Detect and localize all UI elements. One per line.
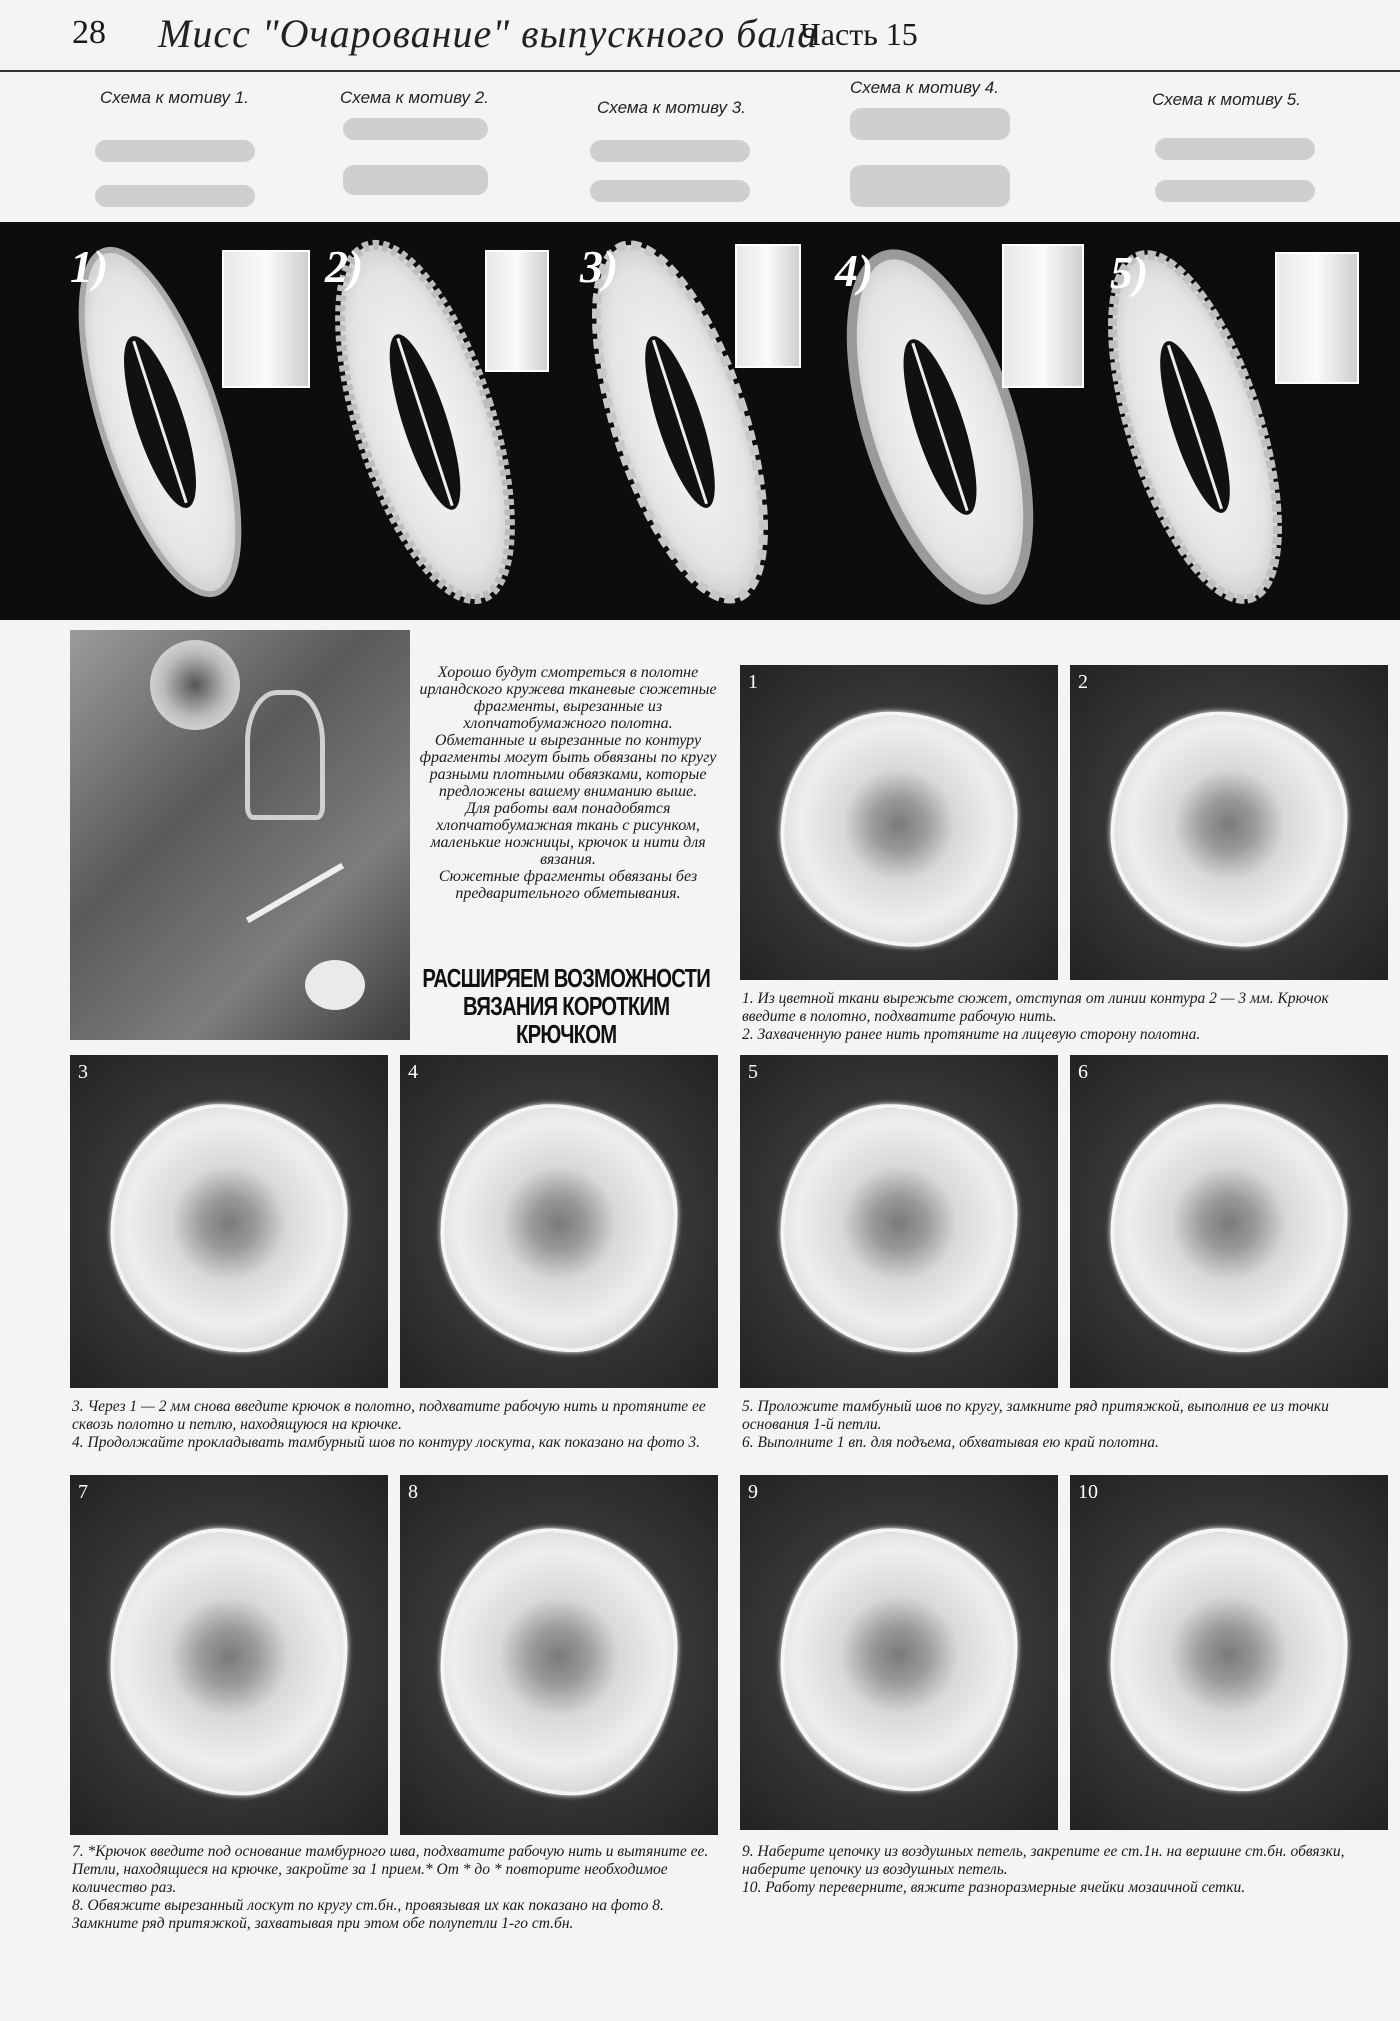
scheme-label-5: Схема к мотиву 5. — [1152, 90, 1301, 109]
motif-number-1: 1) — [70, 241, 109, 292]
part-label: Часть 15 — [800, 16, 918, 52]
flower-fabric-image — [781, 1104, 1018, 1352]
materials-photo — [70, 630, 410, 1040]
scheme-label-2: Схема к мотиву 2. — [340, 88, 489, 107]
flower-fabric-image — [111, 1104, 348, 1352]
flower-fabric-image — [441, 1104, 678, 1352]
page-number: 28 — [72, 14, 106, 51]
caption-steps-3-4 — [72, 1398, 714, 1452]
caption-steps-9-10 — [742, 1843, 1382, 1897]
intro-paragraph-2: Обметанные и вырезанные по контуру фрагменты могут быть обвязаны по кругу разными плотными обвязками, которые предложены вашему вниманию выше. — [419, 732, 717, 800]
scheme-5-row-b — [1155, 180, 1315, 202]
flower-fragment-image — [150, 640, 240, 730]
motif-number-5: 5) — [1110, 247, 1149, 298]
caption-step-7: 7. *Крючок введите под основание тамбурного шва, подхватите рабочую нить и вытяните ее. Петли, находящиеся на крючке, закройте за 1 прием.* От * до * повторите необходимое количество раз. — [72, 1843, 709, 1896]
step-photo-3 — [70, 1055, 388, 1388]
step-badge-3: 3 — [78, 1061, 88, 1083]
step-photo-5 — [740, 1055, 1058, 1388]
flower-fabric-image — [781, 711, 1018, 946]
motif-2-swatch — [485, 250, 549, 372]
step-badge-2: 2 — [1078, 671, 1088, 693]
motif-number-4: 4) — [835, 245, 874, 296]
caption-step-10: 10. Работу переверните, вяжите разноразмерные ячейки мозаичной сетки. — [742, 1879, 1246, 1896]
heading-line-2: ВЯЗАНИЯ КОРОТКИМ КРЮЧКОМ — [462, 991, 670, 1049]
step-badge-1: 1 — [748, 671, 758, 693]
step-photo-8 — [400, 1475, 718, 1835]
flower-fabric-image — [1111, 1104, 1348, 1352]
motif-1-swatch — [222, 250, 310, 388]
motif-4-swatch — [1002, 244, 1084, 388]
step-badge-10: 10 — [1078, 1481, 1098, 1503]
magazine-title: Мисс "Очарование" выпускного бала — [158, 11, 819, 56]
flower-fabric-image — [441, 1529, 678, 1796]
leaf-motifs-graphic — [0, 222, 1400, 620]
step-photo-1 — [740, 665, 1058, 980]
intro-text — [418, 664, 718, 902]
thread-ball-image — [305, 960, 365, 1010]
motifs-band — [0, 222, 1400, 620]
caption-steps-7-8 — [72, 1843, 714, 1933]
step-photo-4 — [400, 1055, 718, 1388]
intro-paragraph-1: Хорошо будут смотреться в полотне ирландского кружева тканевые сюжетные фрагменты, вырезанные из хлопчатобумажного полотна. — [419, 664, 717, 732]
step-photo-9 — [740, 1475, 1058, 1830]
scheme-2-row-a — [343, 118, 488, 140]
caption-step-4: 4. Продолжайте прокладывать тамбурный шов по контуру лоскута, как показано на фото 3. — [72, 1434, 700, 1451]
step-badge-8: 8 — [408, 1481, 418, 1503]
caption-step-3: 3. Через 1 — 2 мм снова введите крючок в полотно, подхватите рабочую нить и протяните ее сквозь полотно и петлю, находящуюся на крючке. — [72, 1398, 706, 1433]
step-photo-10 — [1070, 1475, 1388, 1830]
flower-fabric-image — [1111, 711, 1348, 946]
scheme-4-row-b — [850, 165, 1010, 207]
intro-paragraph-3: Для работы вам понадобятся хлопчатобумажная ткань с рисунком, маленькие ножницы, крючок и нити для вязания. — [430, 800, 706, 868]
scheme-2-row-b — [343, 165, 488, 195]
flower-fabric-image — [781, 1528, 1018, 1792]
scheme-1-row-b — [95, 185, 255, 207]
scheme-4-row-a — [850, 108, 1010, 140]
scheme-3-row-a — [590, 140, 750, 162]
caption-steps-1-2 — [742, 990, 1382, 1044]
motif-3-swatch — [735, 244, 801, 368]
step-badge-7: 7 — [78, 1481, 88, 1503]
caption-step-2: 2. Захваченную ранее нить протяните на лицевую сторону полотна. — [742, 1026, 1201, 1043]
motif-number-2: 2) — [325, 241, 364, 292]
crochet-hook-image — [246, 863, 344, 923]
scheme-3-row-b — [590, 180, 750, 202]
section-heading — [418, 964, 714, 1048]
caption-step-5: 5. Проложите тамбуный шов по кругу, замкните ряд притяжкой, выполнив ее из точки основания 1-й петли. — [742, 1398, 1329, 1433]
flower-fabric-image — [1111, 1528, 1348, 1792]
scheme-label-3: Схема к мотиву 3. — [597, 98, 746, 117]
caption-step-1: 1. Из цветной ткани вырежьте сюжет, отступая от линии контура 2 — 3 мм. Крючок введите в полотно, подхватите рабочую нить. — [742, 990, 1329, 1025]
caption-step-6: 6. Выполните 1 вп. для подъема, обхватывая ею край полотна. — [742, 1434, 1159, 1451]
scheme-label-4: Схема к мотиву 4. — [850, 78, 999, 97]
step-photo-2 — [1070, 665, 1388, 980]
step-badge-6: 6 — [1078, 1061, 1088, 1083]
step-badge-5: 5 — [748, 1061, 758, 1083]
step-badge-9: 9 — [748, 1481, 758, 1503]
scheme-label-1: Схема к мотиву 1. — [100, 88, 249, 107]
motif-5-swatch — [1275, 252, 1359, 384]
caption-steps-5-6 — [742, 1398, 1382, 1452]
step-badge-4: 4 — [408, 1061, 418, 1083]
motif-number-3: 3) — [580, 241, 619, 292]
scheme-1-row-a — [95, 140, 255, 162]
step-photo-7 — [70, 1475, 388, 1835]
scheme-5-row-a — [1155, 138, 1315, 160]
scissors-image — [245, 690, 325, 820]
step-photo-6 — [1070, 1055, 1388, 1388]
intro-paragraph-4: Сюжетные фрагменты обвязаны без предварительного обметывания. — [438, 868, 698, 902]
caption-step-8: 8. Обвяжите вырезанный лоскут по кругу ст.бн., провязывая их как показано на фото 8. Замкните ряд притяжкой, захватывая при этом обе полупетли 1-го ст.бн. — [72, 1897, 664, 1932]
caption-step-9: 9. Наберите цепочку из воздушных петель, закрепите ее ст.1н. на вершине ст.бн. обвязки, наберите цепочку из воздушных петель. — [742, 1843, 1345, 1878]
header-rule — [0, 70, 1400, 72]
heading-line-1: РАСШИРЯЕМ ВОЗМОЖНОСТИ — [422, 963, 711, 993]
flower-fabric-image — [111, 1529, 348, 1796]
